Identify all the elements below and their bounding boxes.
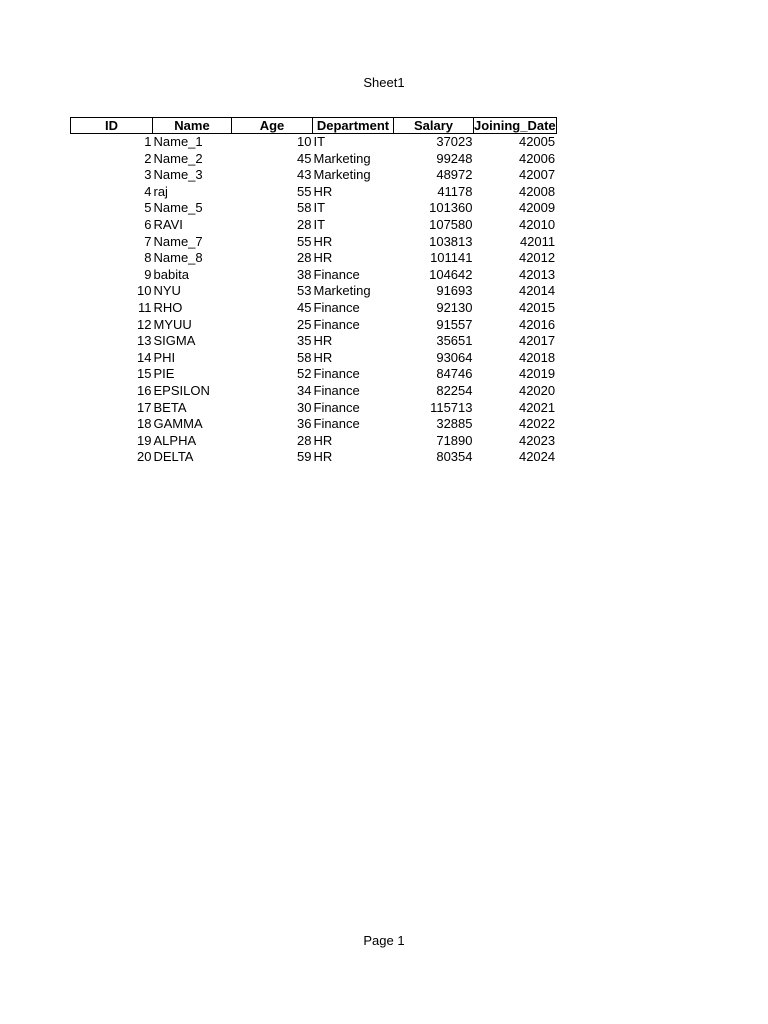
- department-cell: Finance: [313, 416, 360, 432]
- salary-cell: 115713: [430, 399, 473, 415]
- salary-cell: 91557: [436, 316, 473, 332]
- joining-date-cell: 42010: [518, 216, 556, 232]
- column-header-age: Age: [232, 118, 313, 134]
- department-cell: Finance: [313, 366, 360, 382]
- id-cell: 8: [144, 250, 152, 266]
- department-cell: HR: [313, 233, 333, 249]
- column-header-department: Department: [313, 118, 394, 134]
- age-cell: 38: [297, 266, 312, 282]
- joining-date-cell: 42015: [518, 299, 556, 315]
- salary-cell: 41178: [437, 183, 473, 199]
- name-cell: BETA: [153, 399, 187, 415]
- id-cell: 15: [137, 366, 152, 382]
- name-cell: NYU: [153, 283, 181, 299]
- age-cell: 45: [297, 299, 312, 315]
- name-cell: babita: [153, 266, 189, 282]
- age-cell: 45: [297, 150, 312, 166]
- age-cell: 28: [297, 250, 312, 266]
- table-row: [71, 366, 557, 383]
- name-cell: DELTA: [153, 449, 194, 465]
- salary-cell: 91693: [436, 283, 473, 299]
- salary-cell: 101141: [430, 250, 473, 266]
- id-cell: 17: [137, 399, 152, 415]
- joining-date-cell: 42014: [518, 283, 556, 299]
- table-row: [71, 383, 557, 400]
- table-row: [71, 267, 557, 284]
- table-row: [71, 433, 557, 450]
- department-cell: Finance: [313, 399, 360, 415]
- department-cell: IT: [313, 200, 326, 216]
- age-cell: 55: [297, 233, 312, 249]
- table-row: [71, 416, 557, 433]
- name-cell: Name_5: [153, 200, 203, 216]
- salary-cell: 101360: [429, 200, 473, 216]
- column-header-joining-date: Joining_Date: [474, 118, 556, 133]
- name-cell: raj: [153, 183, 168, 199]
- salary-cell: 32885: [436, 416, 473, 432]
- department-cell: Finance: [313, 266, 360, 282]
- column-header-name: Name: [153, 118, 232, 134]
- id-cell: 16: [137, 382, 152, 398]
- name-cell: Name_7: [153, 233, 203, 249]
- department-cell: HR: [313, 333, 333, 349]
- id-cell: 4: [144, 183, 152, 199]
- joining-date-cell: 42009: [518, 200, 556, 216]
- id-cell: 1: [144, 134, 152, 149]
- salary-cell: 92130: [436, 299, 473, 315]
- salary-cell: 104642: [429, 266, 473, 282]
- department-cell: Marketing: [313, 167, 371, 183]
- page-footer: Page 1: [363, 933, 405, 948]
- table-row: [71, 317, 557, 334]
- joining-date-cell: 42017: [518, 333, 556, 349]
- department-cell: HR: [313, 183, 333, 199]
- joining-date-cell: 42005: [518, 134, 556, 149]
- department-cell: HR: [313, 432, 333, 448]
- name-cell: RAVI: [153, 216, 183, 232]
- salary-cell: 107580: [429, 216, 473, 232]
- table-row: [71, 250, 557, 267]
- salary-cell: 37023: [436, 134, 473, 149]
- salary-cell: 93064: [436, 349, 473, 365]
- name-cell: SIGMA: [153, 333, 196, 349]
- sheet-title: Sheet1: [363, 75, 405, 90]
- id-cell: 18: [137, 416, 152, 432]
- department-cell: Finance: [313, 299, 360, 315]
- table-row: [71, 167, 557, 184]
- joining-date-cell: 42018: [518, 349, 556, 365]
- table-row: [71, 134, 557, 151]
- header-row: [71, 118, 557, 134]
- joining-date-cell: 42021: [518, 399, 556, 415]
- name-cell: ALPHA: [153, 432, 197, 448]
- department-cell: Marketing: [313, 150, 371, 166]
- joining-date-cell: 42016: [518, 316, 556, 332]
- department-cell: Finance: [313, 316, 360, 332]
- salary-cell: 48972: [436, 167, 473, 183]
- name-cell: EPSILON: [153, 382, 210, 398]
- name-cell: PHI: [153, 349, 176, 365]
- age-cell: 59: [297, 449, 312, 465]
- salary-cell: 103813: [429, 233, 473, 249]
- age-cell: 28: [297, 216, 312, 232]
- table-row: [71, 300, 557, 317]
- joining-date-cell: 42007: [518, 167, 556, 183]
- joining-date-cell: 42020: [518, 382, 556, 398]
- salary-cell: 99248: [436, 150, 473, 166]
- table-body: [71, 134, 557, 466]
- age-cell: 58: [297, 200, 312, 216]
- name-cell: Name_8: [153, 250, 203, 266]
- age-cell: 35: [297, 333, 312, 349]
- department-cell: HR: [313, 349, 333, 365]
- id-cell: 9: [144, 266, 152, 282]
- department-cell: Finance: [313, 382, 360, 398]
- table-row: [71, 217, 557, 234]
- joining-date-cell: 42008: [518, 183, 556, 199]
- table-row: [71, 449, 557, 466]
- joining-date-cell: 42011: [519, 233, 556, 249]
- age-cell: 28: [297, 432, 312, 448]
- id-cell: 2: [144, 150, 152, 166]
- department-cell: HR: [313, 250, 333, 266]
- age-cell: 10: [297, 134, 312, 149]
- table-row: [71, 200, 557, 217]
- salary-cell: 35651: [436, 333, 473, 349]
- table-row: [71, 333, 557, 350]
- column-header-id: ID: [71, 118, 153, 134]
- id-cell: 20: [137, 449, 152, 465]
- age-cell: 58: [297, 349, 312, 365]
- id-cell: 10: [137, 283, 152, 299]
- id-cell: 12: [137, 316, 152, 332]
- table-row: [71, 400, 557, 417]
- id-cell: 6: [144, 216, 152, 232]
- id-cell: 11: [138, 299, 152, 315]
- age-cell: 36: [297, 416, 312, 432]
- id-cell: 19: [137, 432, 152, 448]
- data-table: [70, 117, 557, 466]
- id-cell: 7: [144, 233, 152, 249]
- age-cell: 34: [297, 382, 312, 398]
- name-cell: GAMMA: [153, 416, 203, 432]
- age-cell: 53: [297, 283, 312, 299]
- salary-cell: 71890: [436, 432, 473, 448]
- joining-date-cell: 42019: [518, 366, 556, 382]
- joining-date-cell: 42013: [518, 266, 556, 282]
- column-header-salary: Salary: [394, 118, 474, 134]
- name-cell: Name_3: [153, 167, 203, 183]
- name-cell: Name_1: [153, 134, 203, 149]
- age-cell: 43: [297, 167, 312, 183]
- table-row: [71, 283, 557, 300]
- table-row: [71, 184, 557, 201]
- age-cell: 25: [297, 316, 312, 332]
- name-cell: Name_2: [153, 150, 203, 166]
- salary-cell: 82254: [436, 382, 473, 398]
- id-cell: 3: [144, 167, 152, 183]
- department-cell: IT: [313, 216, 326, 232]
- age-cell: 55: [297, 183, 312, 199]
- joining-date-cell: 42012: [518, 250, 556, 266]
- department-cell: IT: [313, 134, 326, 149]
- id-cell: 14: [137, 349, 152, 365]
- joining-date-cell: 42024: [518, 449, 556, 465]
- department-cell: HR: [313, 449, 333, 465]
- joining-date-cell: 42006: [518, 150, 556, 166]
- department-cell: Marketing: [313, 283, 371, 299]
- joining-date-cell: 42022: [518, 416, 556, 432]
- table-row: [71, 350, 557, 367]
- table-row: [71, 234, 557, 251]
- name-cell: MYUU: [153, 316, 192, 332]
- name-cell: PIE: [153, 366, 175, 382]
- joining-date-cell: 42023: [518, 432, 556, 448]
- salary-cell: 80354: [436, 449, 473, 465]
- age-cell: 30: [297, 399, 312, 415]
- table-row: [71, 151, 557, 168]
- salary-cell: 84746: [436, 366, 473, 382]
- age-cell: 52: [297, 366, 312, 382]
- name-cell: RHO: [153, 299, 183, 315]
- id-cell: 5: [144, 200, 152, 216]
- id-cell: 13: [137, 333, 152, 349]
